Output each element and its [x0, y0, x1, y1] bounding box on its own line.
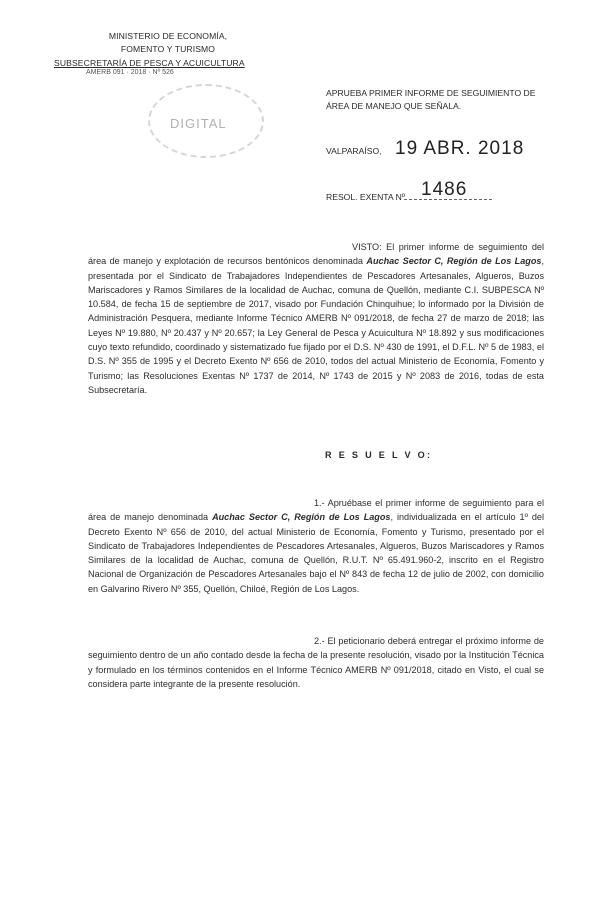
resuelvo-1-lead: 1.- Apruébase el primer informe de seguimiento para el área de manejo denominada	[88, 498, 544, 523]
resuelvo-item-2	[88, 634, 544, 691]
ministry-line-2: FOMENTO Y TURISMO	[120, 43, 216, 54]
visto-text-2: , presentada por el Sindicato de Trabajadores Independientes de Pescadores Artesanales, Algueros, Buzos Mariscadores y Ramos Similares de la localidad de Auchac, comuna de Quellón, mediante C.I. SUBPESCA Nº 10.584, de fecha 15 de septiembre de 2017, visado por Fundación Chinquihue; lo informado por la División de Administración Pesquera, mediante Informe Técnico AMERB Nº 091/2018, de fecha 27 de marzo de 2018; las Leyes Nº 19.880, Nº 20.437 y Nº 20.657; la Ley General de Pesca y Acuicultura Nº 18.892 y sus modificaciones cuyo texto refundido, coordinado y sistematizado fue fijado por el D.S. Nº 430 de 1991, el D.F.L. Nº 5 de 1983, el D.S. Nº 355 de 1995 y el Decreto Exento Nº 656 de 2010, todos del actual Ministerio de Economía, Fomento y Turismo; las Resoluciones Exentas Nº 1737 de 2014, Nº 1743 de 2015 y Nº 2083 de 2016, todas de esta Subsecretaría.	[88, 256, 544, 395]
document-date: 19 ABR. 2018	[395, 138, 525, 159]
resuelvo-1-rest: , individualizada en el artículo 1º del Decreto Exento Nº 656 de 2010, del actual Ministerio de Economía, Fomento y Turismo, presentado por el Sindicato de Trabajadores Independientes de Pescadores Artesanales, Algueros, Buzos Mariscadores y Ramos Similares de la localidad de Auchac, comuna de Quellón, R.U.T. Nº 65.491.960-2, inscrito en el Registro Nacional de Organización de Pescadores Artesanales bajo el Nº 843 de fecha 12 de julio de 2002, con domicilio en Galvarino Rivero Nº 355, Quellón, Chiloé, Región de Los Lagos.	[88, 512, 544, 594]
resuelvo-title: R E S U E L V O:	[325, 450, 433, 460]
ministry-line-1: MINISTERIO DE ECONOMÍA,	[108, 31, 228, 41]
document-summary: APRUEBA PRIMER INFORME DE SEGUIMIENTO DE ÁREA DE MANEJO QUE SEÑALA.	[326, 88, 536, 111]
seal-stamp-text: DIGITAL	[170, 116, 227, 131]
visto-lead: VISTO:	[352, 242, 382, 252]
ministry-header	[98, 30, 238, 55]
subsecretaria-title: SUBSECRETARÍA DE PESCA Y ACUICULTURA	[54, 58, 245, 68]
visto-paragraph	[88, 240, 544, 397]
visto-text-1: El primer informe de seguimiento del área de manejo y explotación de recursos bentónicos denominada	[88, 242, 544, 267]
reference-code: AMERB 091 · 2018 · Nº 526	[86, 69, 174, 76]
visto-area-name: Auchac Sector C, Región de Los Lagos	[366, 256, 542, 267]
resolution-number: 1486	[421, 179, 468, 200]
resuelvo-item-1	[88, 496, 544, 596]
place-label: VALPARAÍSO,	[326, 146, 382, 156]
resuelvo-1-area-name: Auchac Sector C, Región de Los Lagos	[212, 512, 391, 523]
resuelvo-2-text: 2.- El peticionario deberá entregar el próximo informe de seguimiento dentro de un año contado desde la fecha de la presente resolución, visado por la Institución Técnica y formulado en los términos contenidos en el Informe Técnico AMERB Nº 091/2018, citado en Visto, el cual se considera parte integrante de la presente resolución.	[88, 636, 544, 689]
resolution-label: RESOL. EXENTA Nº	[326, 192, 405, 202]
